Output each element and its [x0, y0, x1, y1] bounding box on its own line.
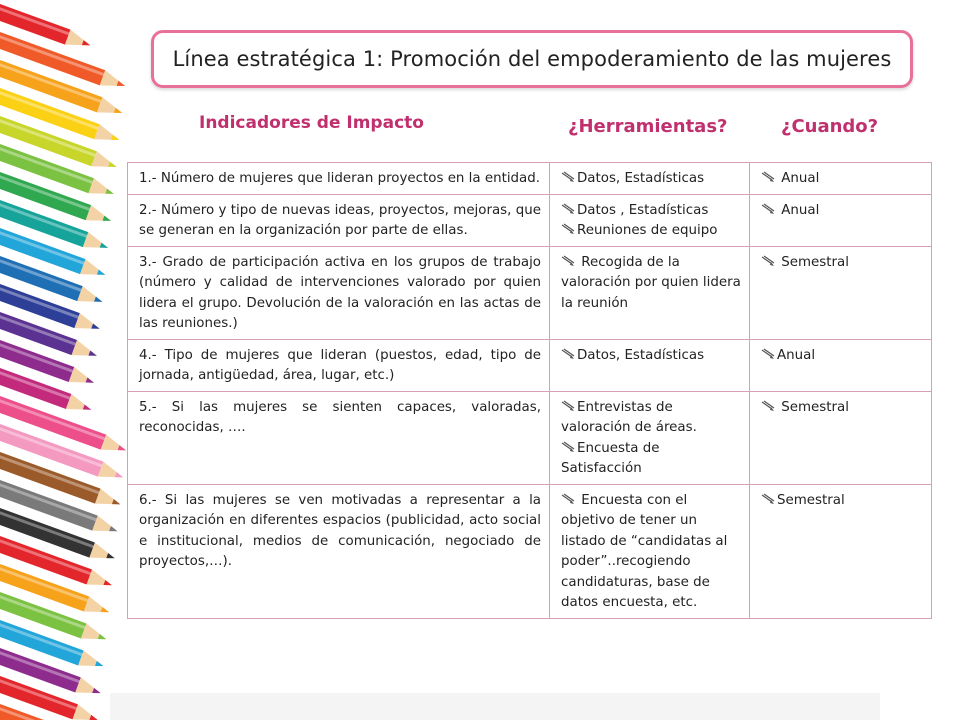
- when-item: [761, 201, 923, 222]
- indicator-cell: 4.- Tipo de mujeres que lideran (puestos, edad, tipo de jornada, antigüedad, área, lugar, etc.): [128, 339, 550, 391]
- tools-cell: [550, 194, 750, 246]
- item-text: Anual: [777, 202, 820, 218]
- tools-cell: [550, 339, 750, 391]
- when-cell: [750, 484, 932, 618]
- pen-hand-icon: [761, 493, 775, 505]
- item-text: Semestral: [777, 254, 849, 270]
- pen-hand-icon: [561, 171, 575, 183]
- pen-hand-icon: [561, 223, 575, 235]
- tool-item: [561, 439, 741, 480]
- indicators-table-body: [128, 163, 932, 619]
- pen-hand-icon: [561, 400, 575, 412]
- tool-item: [561, 201, 741, 222]
- tools-header: ¿Herramientas?: [568, 116, 728, 137]
- pen-hand-icon: [561, 255, 575, 267]
- table-row: [128, 194, 932, 246]
- table-row: [128, 391, 932, 484]
- colored-pencils-decoration: [0, 0, 140, 720]
- when-cell: [750, 391, 932, 484]
- pen-hand-icon: [561, 493, 575, 505]
- item-text: Semestral: [777, 399, 849, 415]
- item-text: Datos, Estadísticas: [577, 171, 705, 186]
- slide-bottom-shadow: [110, 693, 880, 720]
- pen-hand-icon: [761, 203, 775, 215]
- indicators-table: [127, 162, 932, 619]
- when-item: [761, 398, 923, 419]
- item-text: Entrevistas de valoración de áreas.: [561, 399, 697, 435]
- table-row: [128, 339, 932, 391]
- indicator-cell: 5.- Si las mujeres se sienten capaces, valoradas, reconocidas, ….: [128, 391, 550, 484]
- pen-hand-icon: [761, 400, 775, 412]
- when-header: ¿Cuando?: [781, 116, 879, 137]
- pen-hand-icon: [761, 171, 775, 183]
- table-row: [128, 246, 932, 339]
- item-text: Anual: [777, 171, 820, 186]
- when-item: [761, 491, 923, 512]
- tool-item: [561, 491, 741, 614]
- title-box: [151, 30, 913, 88]
- when-item: [761, 253, 923, 274]
- item-text: Datos , Estadísticas: [577, 202, 709, 218]
- tools-cell: [550, 391, 750, 484]
- pen-hand-icon: [761, 348, 775, 360]
- indicator-cell: 6.- Si las mujeres se ven motivadas a representar a la organización en diferentes espacios (publicidad, acto social e institucional, medios de comunicación, negociado de proyectos,…).: [128, 484, 550, 618]
- colored-pencils-illustration: [0, 0, 140, 720]
- item-text: Datos, Estadísticas: [577, 347, 705, 363]
- page-title: Línea estratégica 1: Promoción del empoderamiento de las mujeres: [172, 47, 892, 71]
- indicators-header: Indicadores de Impacto: [199, 113, 424, 133]
- item-text: Semestral: [777, 492, 845, 508]
- tool-item: [561, 221, 741, 242]
- indicator-cell: 3.- Grado de participación activa en los grupos de trabajo (número y calidad de intervenciones valorado por quien lidera el grupo. Devolución de la valoración en las actas de las reuniones.): [128, 246, 550, 339]
- tools-cell: [550, 246, 750, 339]
- tool-item: [561, 398, 741, 439]
- tool-item: [561, 253, 741, 315]
- item-text: Anual: [777, 347, 816, 363]
- item-text: Encuesta con el objetivo de tener un listado de “candidatas al poder”..recogiendo candidaturas, base de datos encuesta, etc.: [561, 492, 728, 610]
- table-row: [128, 484, 932, 618]
- when-item: [761, 169, 923, 190]
- when-cell: [750, 339, 932, 391]
- tools-cell: [550, 163, 750, 195]
- pen-hand-icon: [561, 203, 575, 215]
- when-cell: [750, 246, 932, 339]
- table-row: [128, 163, 932, 195]
- pen-hand-icon: [561, 348, 575, 360]
- tool-item: [561, 346, 741, 367]
- indicator-cell: 2.- Número y tipo de nuevas ideas, proyectos, mejoras, que se generan en la organización por parte de ellas.: [128, 194, 550, 246]
- when-item: [761, 346, 923, 367]
- tool-item: [561, 169, 741, 190]
- when-cell: [750, 163, 932, 195]
- item-text: Reuniones de equipo: [577, 223, 718, 238]
- when-cell: [750, 194, 932, 246]
- indicator-cell: 1.- Número de mujeres que lideran proyectos en la entidad.: [128, 163, 550, 195]
- tools-cell: [550, 484, 750, 618]
- item-text: Recogida de la valoración por quien lidera la reunión: [561, 254, 741, 311]
- item-text: Encuesta de Satisfacción: [561, 440, 660, 476]
- pen-hand-icon: [761, 255, 775, 267]
- pen-hand-icon: [561, 441, 575, 453]
